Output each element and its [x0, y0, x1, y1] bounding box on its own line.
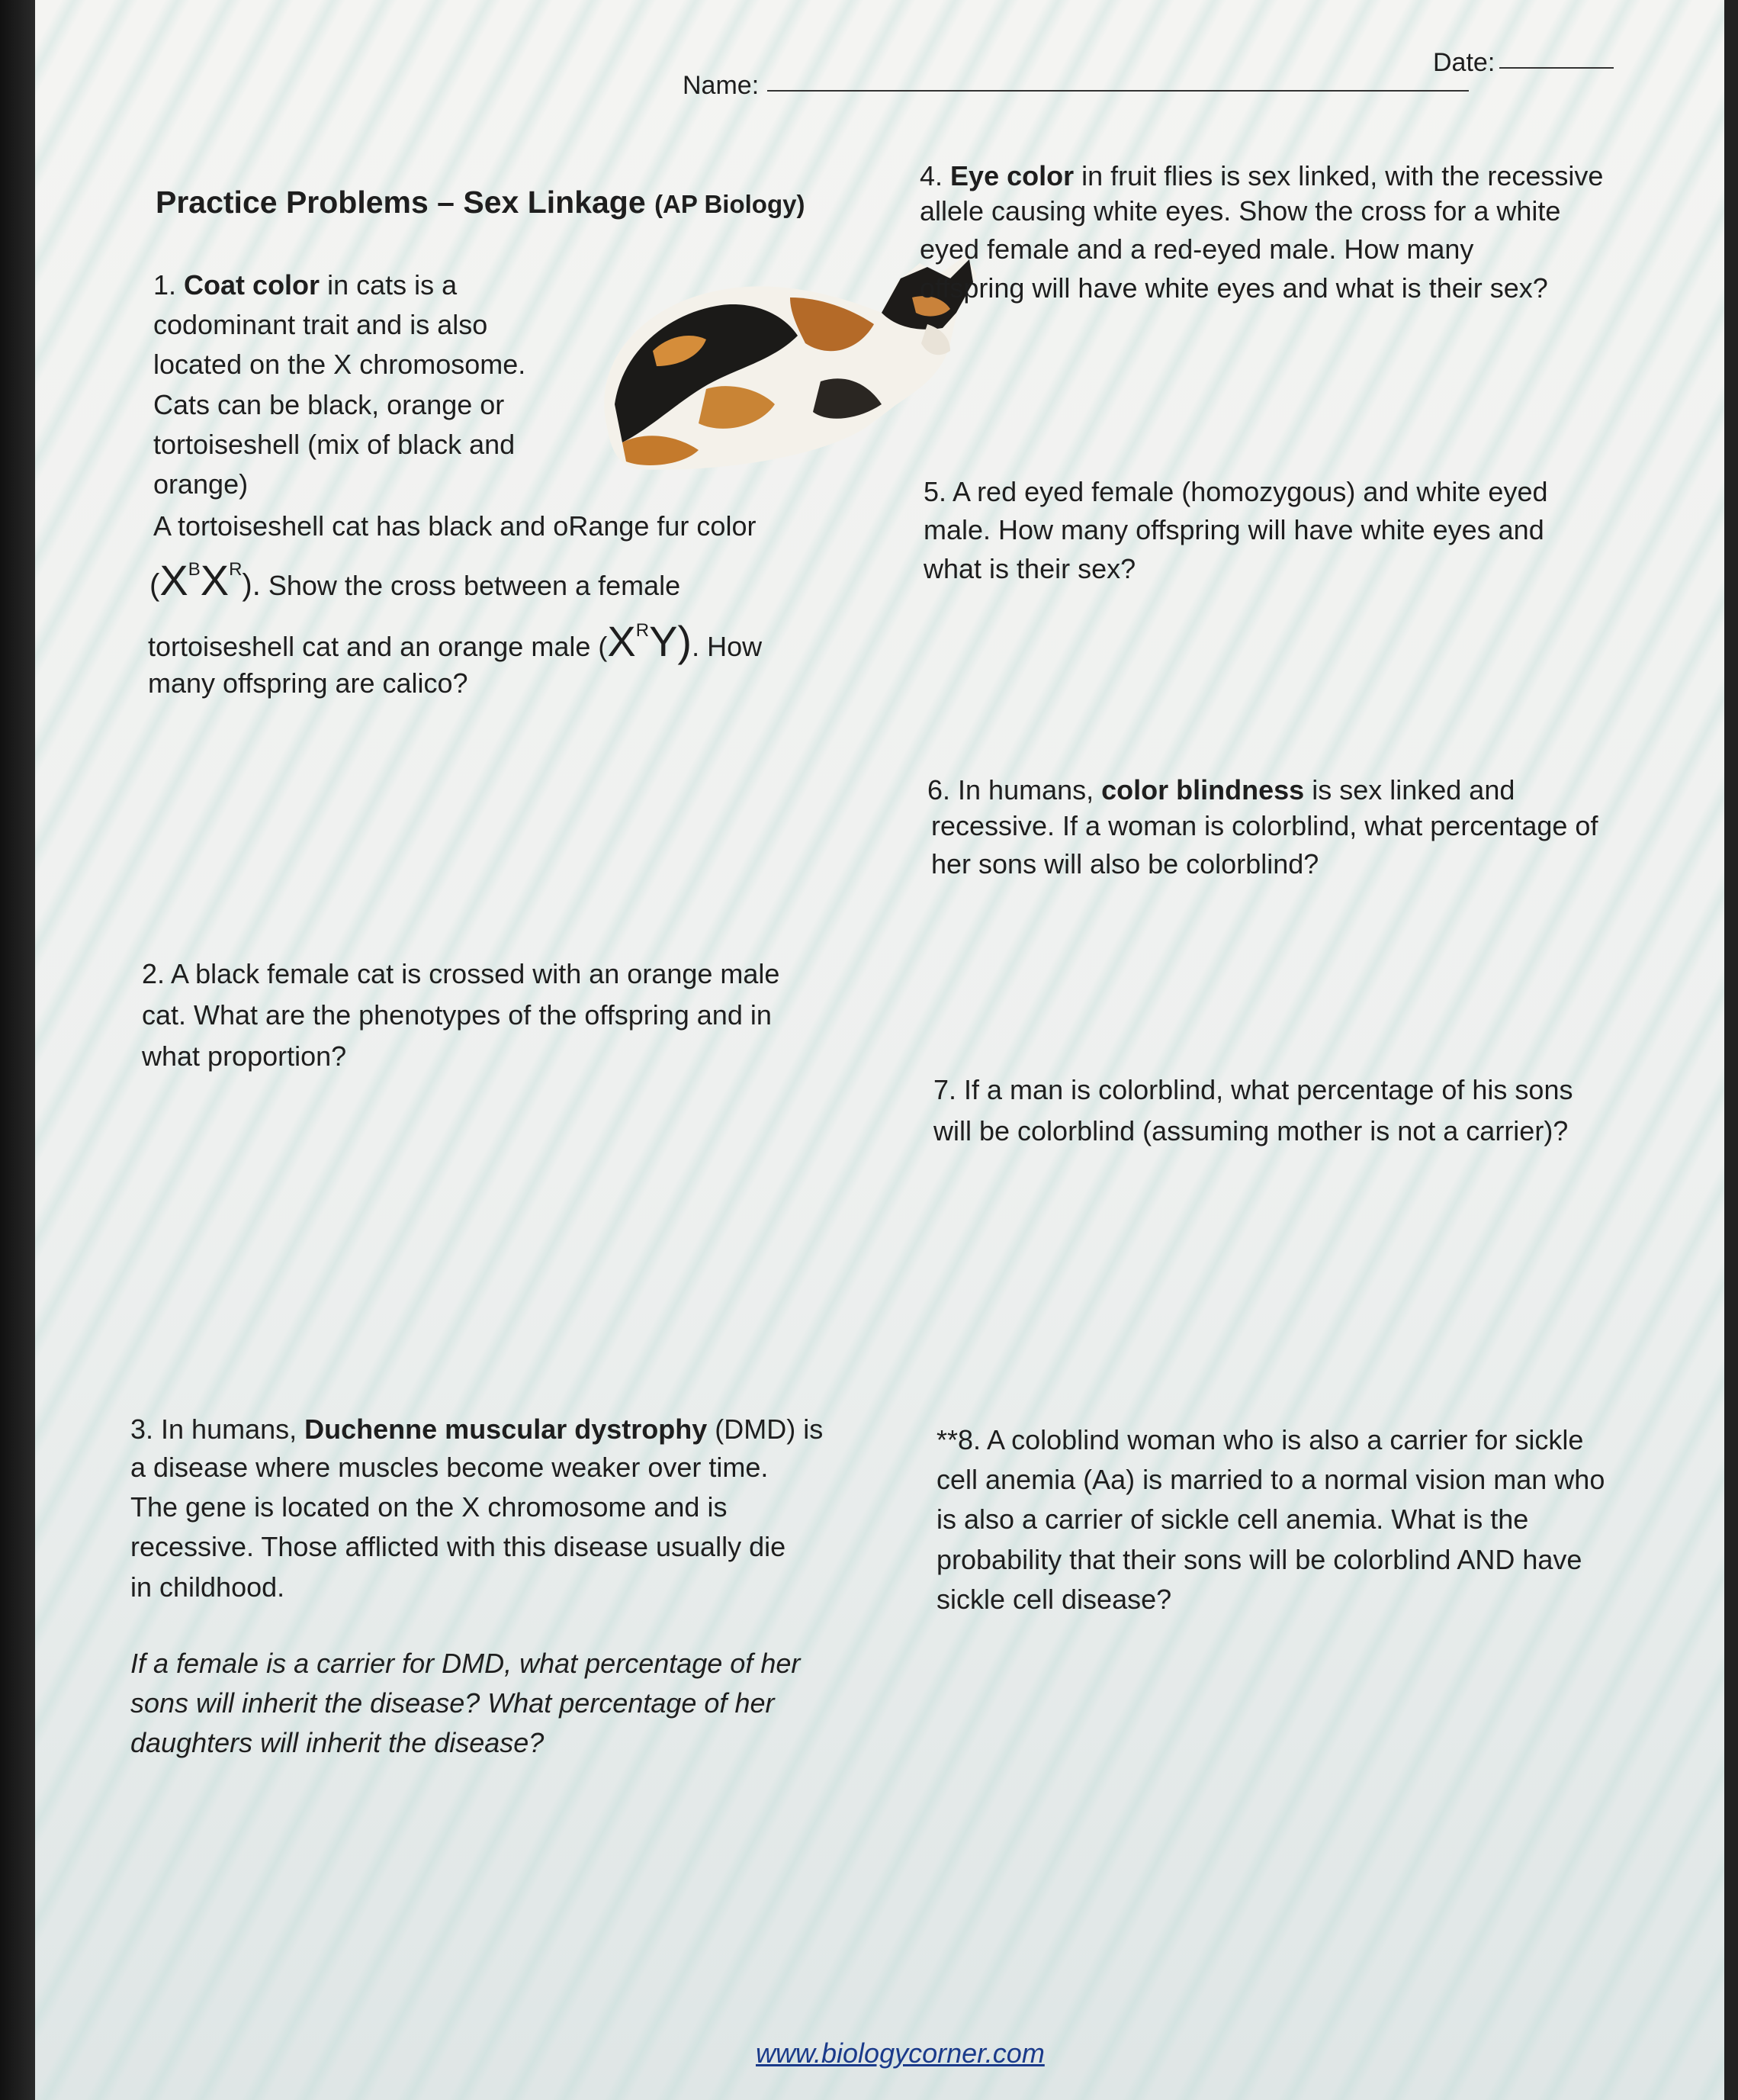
- question-5: 5. A red eyed female (homozygous) and white eyed male. How many offspring will have white eyes and what is their sex?: [924, 476, 1548, 584]
- q1-genotype-female: $(X^BX^R)$.: [149, 556, 261, 604]
- question-2: 2. A black female cat is crossed with an orange male cat. What are the phenotypes of the offspring and in what proportion?: [142, 958, 780, 1072]
- question-3-text: a disease where muscles become weaker over time. The gene is located on the X chromosome and is recessive. Those afflicted with this disease usually die in childhood.: [130, 1452, 786, 1603]
- name-label: Name:: [683, 71, 760, 100]
- question-1: [153, 265, 580, 504]
- date-label: Date:: [1433, 48, 1495, 77]
- q1-cross-text: Show the cross between a female: [268, 570, 681, 601]
- worksheet-page: [35, 0, 1724, 2100]
- q1-paragraph-2-line-2: [149, 549, 680, 611]
- date-line: [1499, 67, 1614, 69]
- screen-bezel-right: [1723, 0, 1738, 2100]
- question-3-line-1: 3. In humans, Duchenne muscular dystrophy (DMD) is: [130, 1413, 824, 1445]
- q1-paragraph-2-line-3: tortoiseshell cat and an orange male $(X^RY)$. How: [148, 617, 763, 665]
- question-4-line-1: 4. Eye color in fruit flies is sex linked, with the recessive: [920, 160, 1604, 191]
- q1-paragraph-2-line-1: A tortoiseshell cat has black and oRange fur color: [153, 510, 757, 542]
- page-title: [156, 180, 805, 225]
- title-main: Practice Problems – Sex Linkage: [156, 185, 646, 220]
- q1-number: 1.: [153, 269, 177, 301]
- name-line: [767, 90, 1469, 92]
- question-3-part-2: If a female is a carrier for DMD, what percentage of her sons will inherit the disease? What percentage of her daughters will inherit the disease?: [130, 1648, 801, 1759]
- q1-paragraph-2-line-4: many offspring are calico?: [148, 667, 468, 699]
- question-6-text: recessive. If a woman is colorblind, what percentage of her sons will also be colorblind?: [931, 810, 1598, 880]
- title-sub: (AP Biology): [654, 190, 805, 218]
- q1-bold: Coat color: [184, 269, 320, 301]
- q1-text: in cats is a codominant trait and is also located on the X chromosome. Cats can be black, orange or tortoiseshell (mix of black and orange): [153, 269, 526, 500]
- question-4-text: allele causing white eyes. Show the cross for a white eyed female and a red-eyed male. How many offspring will have white eyes and what is their sex?: [920, 195, 1561, 304]
- q1-genotype-male: $X^RY$): [607, 617, 692, 665]
- question-7: 7. If a man is colorblind, what percentage of his sons will be colorblind (assuming mother is not a carrier)?: [933, 1074, 1573, 1146]
- screen-bezel-left: [0, 0, 35, 2100]
- question-8: **8. A coloblind woman who is also a carrier for sickle cell anemia (Aa) is married to a normal vision man who is also a carrier of sickle cell anemia. What is the probability that their sons will be colorblind AND have sickle cell disease?: [936, 1424, 1605, 1615]
- footer-link[interactable]: www.biologycorner.com: [756, 2037, 1045, 2069]
- question-6-line-1: 6. In humans, color blindness is sex linked and: [927, 774, 1515, 806]
